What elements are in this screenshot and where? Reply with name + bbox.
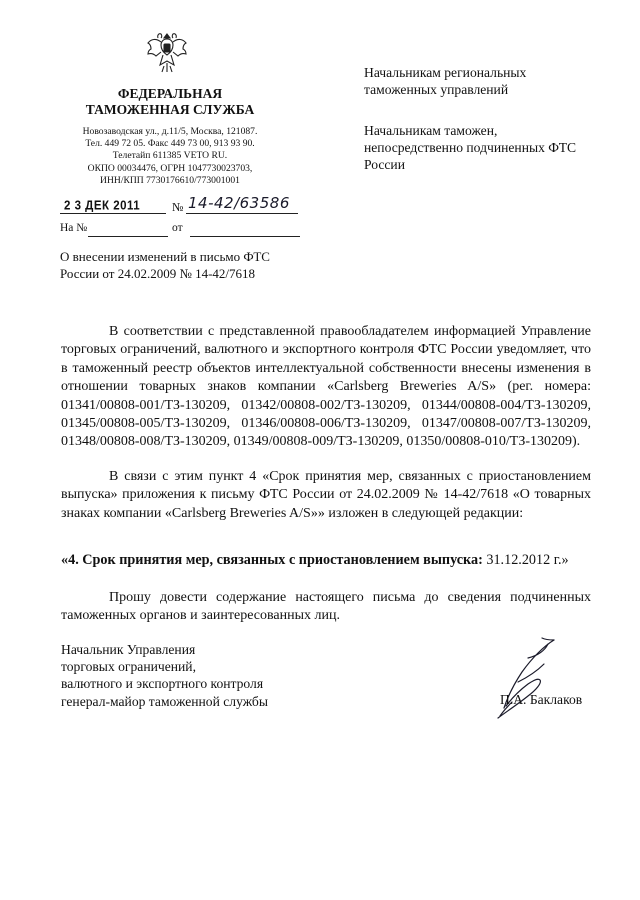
amended-clause <box>61 551 601 569</box>
reference-line <box>60 222 300 240</box>
contact-inn: ИНН/КПП 7730176610/773001001 <box>100 174 240 186</box>
body-paragraph-1: В соответствии с представленной правообладателем информацией Управление торговых ограничений, валютного и экспортного контроля ФТС России уведомляет, что в таможенный реестр объектов интеллектуальной собственности внесены изменения в отношении товарных знаков компании «Carlsberg Breweries A/S» (рег. номера: 01341/00808-001/ТЗ-130209, 01342/00808-002/ТЗ-130209, 01344/00808-004/ТЗ-130209, 01345/00808-005/ТЗ-130209, 01346/00808-006/ТЗ-130209, 01347/00808-007/ТЗ-130209, 01348/00808-008/ТЗ-130209, 01349/00808-009/ТЗ-130209, 01350/00808-010/ТЗ-130209). <box>61 324 591 450</box>
contact-teletype: Телетайп 611385 VETO RU. <box>112 150 228 162</box>
outgoing-registration <box>60 194 300 217</box>
body-paragraph-2: В связи с этим пункт 4 «Срок принятия мер, связанных с приостановлением выпуска» приложения к письму ФТС России от 24.02.2009 № 14-42/7618 «О товарных знаках компании «Carlsberg Breweries A/S»» изложен в следующей редакции: <box>61 469 591 521</box>
number-label: № <box>172 200 184 214</box>
reference-from-label: от <box>172 222 183 234</box>
reference-date-blank <box>190 236 300 237</box>
letter-subject: О внесении изменений в письмо ФТС России от 24.02.2009 № 14-42/7618 <box>60 249 270 281</box>
signer-title-line-1: Начальник Управления <box>61 642 196 657</box>
contact-okpo: ОКПО 00034476, ОГРН 1047730023703, <box>87 162 253 174</box>
organization-contacts <box>62 126 278 187</box>
reference-number-blank <box>88 236 168 237</box>
recipient-regional-administrations: Начальникам региональных таможенных управлений <box>364 65 527 97</box>
coat-of-arms-icon <box>146 30 188 76</box>
contact-address: Новозаводская ул., д.11/5, Москва, 121087. <box>82 126 258 137</box>
signer-title-line-4: генерал-майор таможенной службы <box>61 693 268 709</box>
amended-clause-date: 31.12.2012 г.» <box>486 552 569 568</box>
number-underline <box>186 213 298 214</box>
signer-title-line-3: валютного и экспортного контроля <box>61 676 264 692</box>
signer-title <box>61 641 268 710</box>
recipient-customs-offices: Начальникам таможен, непосредственно подчиненных ФТС России <box>364 123 577 172</box>
handwritten-signature <box>456 636 566 728</box>
contact-phone: Тел. 449 72 05. Факс 449 73 00, 913 93 90. <box>85 138 255 150</box>
reference-label: На № <box>60 222 88 234</box>
outgoing-number-handwritten: 14-42/63586 <box>188 194 290 212</box>
signer-title-line-2: торговых ограничений, <box>61 659 196 675</box>
outgoing-date-stamp: 2 3 ДЕК 2011 <box>64 199 141 213</box>
body-paragraph-3: Прошу довести содержание настоящего письма до сведения подчиненных таможенных органов и заинтересованных лиц. <box>61 590 591 624</box>
amended-clause-text: «4. Срок принятия мер, связанных с приостановлением выпуска: <box>61 552 483 568</box>
date-underline <box>60 213 166 214</box>
signer-name: П.А. Баклаков <box>500 692 583 707</box>
organization-name: ФЕДЕРАЛЬНАЯ ТАМОЖЕННАЯ СЛУЖБА <box>85 86 255 117</box>
